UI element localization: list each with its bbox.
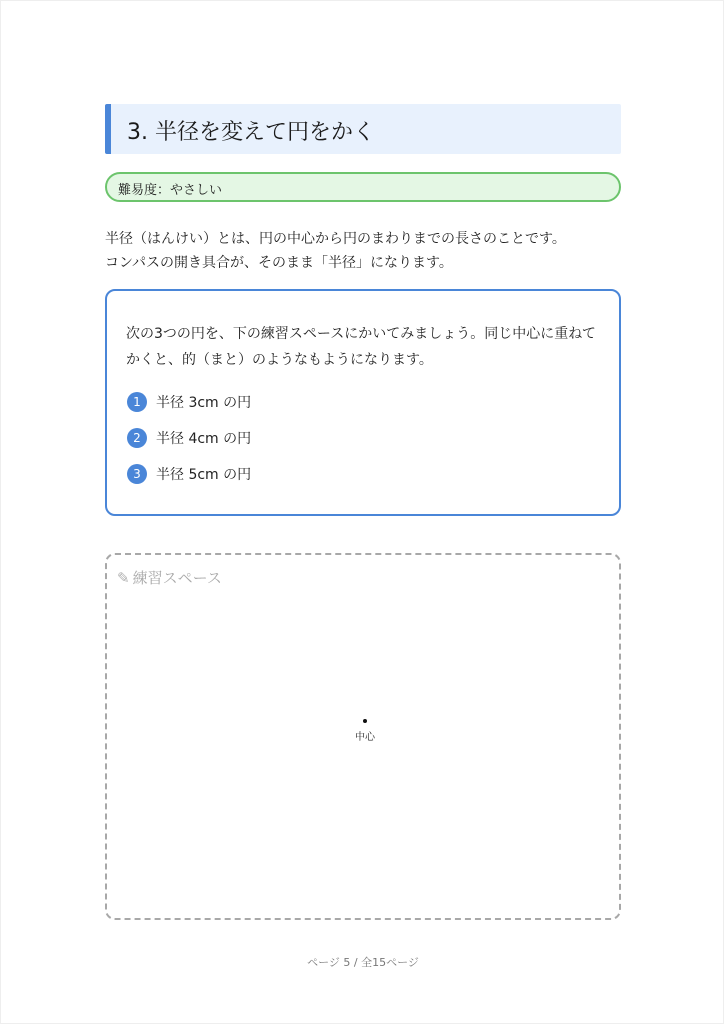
- task-list: [127, 384, 251, 492]
- task-item-label: 半径 4cm の円: [156, 431, 252, 447]
- task-item-label: 半径 3cm の円: [156, 395, 252, 411]
- intro-line-2: コンパスの開き具合が、そのまま「半径」になります。: [105, 255, 453, 271]
- number-badge-3: 3: [127, 464, 147, 484]
- section-title-bar: [105, 104, 621, 154]
- center-label: 中心: [355, 732, 375, 743]
- task-item: [127, 420, 251, 456]
- task-item: [127, 456, 251, 492]
- practice-space[interactable]: [105, 553, 621, 920]
- task-item: [127, 384, 251, 420]
- intro-line-1: 半径（はんけい）とは、円の中心から円のまわりまでの長さのことです。: [105, 231, 566, 247]
- task-instruction: 次の3つの円を、下の練習スペースにかいてみましょう。同じ中心に重ねてかくと、的（まと）のようなもようになります。: [126, 326, 596, 368]
- difficulty-badge: [105, 172, 621, 202]
- number-badge-2: 2: [127, 428, 147, 448]
- intro-text: [105, 227, 625, 275]
- task-box: [105, 289, 621, 516]
- pencil-icon: ✎: [117, 569, 130, 587]
- task-item-label: 半径 5cm の円: [156, 467, 252, 483]
- center-dot: [363, 719, 367, 723]
- page-footer: ページ 5 / 全15ページ: [307, 956, 419, 969]
- practice-space-header: [117, 567, 222, 588]
- practice-space-label: 練習スペース: [132, 569, 222, 587]
- difficulty-label: 難易度：やさしい: [118, 183, 223, 198]
- number-badge-1: 1: [127, 392, 147, 412]
- section-title: 3. 半径を変えて円をかく: [127, 120, 375, 145]
